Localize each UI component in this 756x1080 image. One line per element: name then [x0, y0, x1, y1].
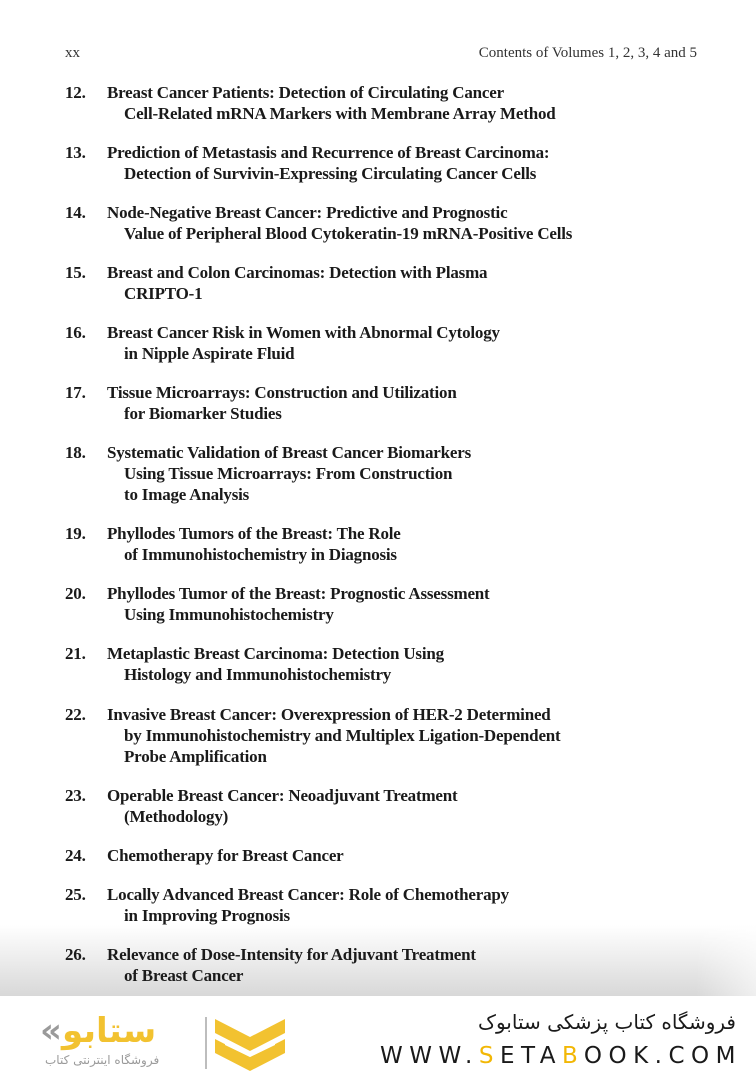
toc-entry[interactable]	[65, 845, 705, 866]
chapter-number: 24.	[65, 846, 86, 865]
chapter-title: Invasive Breast Cancer: Overexpression of HER-2 Determined	[107, 705, 551, 724]
page-number: xx	[65, 45, 80, 61]
toc-entry[interactable]	[65, 583, 705, 625]
toc-entry[interactable]	[65, 142, 705, 184]
toc-entry[interactable]	[65, 202, 705, 244]
chapter-number: 21.	[65, 644, 86, 663]
chapter-number: 20.	[65, 584, 86, 603]
chapter-number: 26.	[65, 945, 86, 964]
chapter-title: Phyllodes Tumors of the Breast: The Role	[107, 524, 401, 543]
chapter-title: Relevance of Dose-Intensity for Adjuvant Treatment	[107, 945, 476, 964]
chapter-title: Metaplastic Breast Carcinoma: Detection Using	[107, 644, 444, 663]
url-part: OOK.COM	[583, 1043, 742, 1069]
toc-entry[interactable]	[65, 704, 705, 767]
logo-chevrons-icon: «	[40, 1011, 62, 1051]
logo-word-gold: ستابو	[61, 1011, 157, 1051]
chapter-title-continuation: Cell-Related mRNA Markers with Membrane Array Method	[124, 104, 556, 123]
chapter-title-continuation: in Nipple Aspirate Fluid	[124, 344, 295, 363]
chapter-title-continuation: to Image Analysis	[124, 485, 250, 504]
chapter-title-continuation: (Methodology)	[124, 807, 229, 826]
chapter-title: Locally Advanced Breast Cancer: Role of Chemotherapy	[107, 885, 509, 904]
running-head	[65, 45, 697, 65]
chapter-title-continuation: Probe Amplification	[124, 747, 267, 766]
chapter-title-continuation: Histology and Immunohistochemistry	[124, 665, 392, 684]
chapter-number: 25.	[65, 885, 86, 904]
chapter-number: 22.	[65, 705, 86, 724]
chapter-title: Chemotherapy for Breast Cancer	[107, 846, 344, 865]
toc-entry[interactable]	[65, 884, 705, 926]
chapter-title: Operable Breast Cancer: Neoadjuvant Treatment	[107, 786, 458, 805]
chapter-title-continuation: Detection of Survivin-Expressing Circulating Cancer Cells	[124, 164, 537, 183]
chapter-number: 16.	[65, 323, 86, 342]
chapter-title: Breast Cancer Risk in Women with Abnormal Cytology	[107, 323, 500, 342]
logo-subtitle: فروشگاه اینترنتی کتاب	[45, 1053, 160, 1067]
chapter-title: Breast and Colon Carcinomas: Detection with Plasma	[107, 263, 488, 282]
toc-entry[interactable]	[65, 643, 705, 685]
chevron-book-icon	[215, 1019, 285, 1071]
chapter-title: Node-Negative Breast Cancer: Predictive and Prognostic	[107, 203, 508, 222]
url-highlight: S	[478, 1043, 500, 1069]
chapter-title-continuation: Using Tissue Microarrays: From Construction	[124, 464, 453, 483]
url-part: ETA	[499, 1043, 563, 1069]
chapter-title-continuation: CRIPTO-1	[124, 284, 203, 303]
chapter-title: Phyllodes Tumor of the Breast: Prognostic Assessment	[107, 584, 490, 603]
toc-entry[interactable]	[65, 944, 705, 986]
chapter-title-continuation: for Biomarker Studies	[124, 404, 282, 423]
chapter-title-continuation: in Improving Prognosis	[124, 906, 290, 925]
logo-wordmark	[40, 1013, 156, 1049]
chapter-number: 18.	[65, 443, 86, 462]
chapter-title: Systematic Validation of Breast Cancer Biomarkers	[107, 443, 472, 462]
chapter-title: Breast Cancer Patients: Detection of Circulating Cancer	[107, 83, 504, 102]
chapter-number: 15.	[65, 263, 86, 282]
chapter-number: 12.	[65, 83, 86, 102]
toc-entry[interactable]	[65, 262, 705, 304]
chapter-number: 23.	[65, 786, 86, 805]
shop-name: فروشگاه کتاب پزشکی ستابوک	[478, 1010, 736, 1034]
toc-entry[interactable]	[65, 785, 705, 827]
chapter-title-continuation: of Breast Cancer	[124, 966, 244, 985]
toc-entry[interactable]	[65, 382, 705, 424]
toc-entry[interactable]	[65, 82, 705, 124]
url-part: WWW.	[379, 1043, 479, 1069]
chapter-title-continuation: Using Immunohistochemistry	[124, 605, 334, 624]
toc-entry[interactable]	[65, 442, 705, 505]
logo-divider	[205, 1017, 207, 1069]
setabook-logo	[35, 1005, 295, 1075]
toc-entry[interactable]	[65, 322, 705, 364]
chapter-title: Prediction of Metastasis and Recurrence of Breast Carcinoma:	[107, 143, 550, 162]
chapter-number: 19.	[65, 524, 86, 543]
chapter-number: 14.	[65, 203, 86, 222]
running-head-title: Contents of Volumes 1, 2, 3, 4 and 5	[478, 45, 697, 61]
chapter-number: 17.	[65, 383, 86, 402]
chapter-title: Tissue Microarrays: Construction and Utilization	[107, 383, 457, 402]
chapter-number: 13.	[65, 143, 86, 162]
url-highlight: B	[562, 1043, 584, 1069]
chapter-title-continuation: of Immunohistochemistry in Diagnosis	[124, 545, 397, 564]
chapter-title-continuation: by Immunohistochemistry and Multiplex Ligation-Dependent	[124, 726, 561, 745]
chapter-title-continuation: Value of Peripheral Blood Cytokeratin-19 mRNA-Positive Cells	[124, 224, 573, 243]
shop-url[interactable]	[380, 1043, 742, 1069]
toc-entry[interactable]	[65, 523, 705, 565]
